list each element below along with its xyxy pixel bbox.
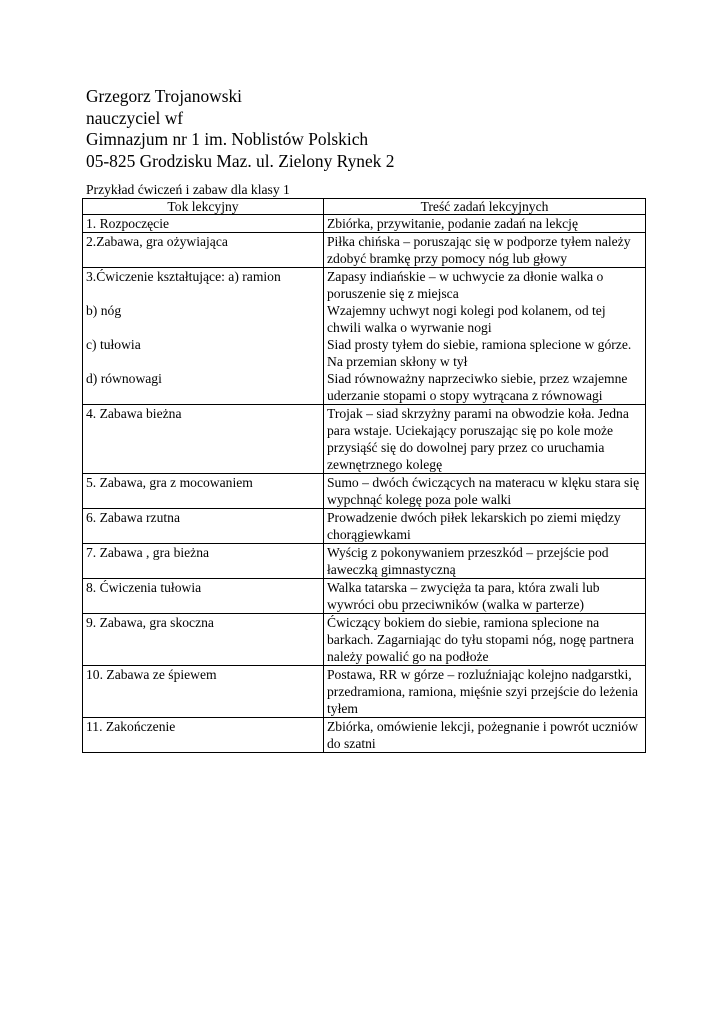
stage-cell: 5. Zabawa, gra z mocowaniem <box>83 474 324 509</box>
content-cell: Wyścig z pokonywaniem przeszkód – przejście pod ławeczką gimnastyczną <box>324 544 646 579</box>
table-row <box>83 474 646 509</box>
content-cell: Trojak – siad skrzyżny parami na obwodzie koła. Jedna para wstaje. Uciekający poruszając się po kole może przysiąść się do dowolnej pary przez co uruchamia zewnętrznego kolegę <box>324 405 646 474</box>
content-cell: Zbiórka, przywitanie, podanie zadań na lekcję <box>324 215 646 233</box>
content-cell <box>324 268 646 405</box>
stage-cell: 11. Zakończenie <box>83 718 324 753</box>
stage-sub-label: d) równowagi <box>86 371 162 386</box>
content-cell: Prowadzenie dwóch piłek lekarskich po ziemi między chorągiewkami <box>324 509 646 544</box>
table-row <box>83 268 646 405</box>
stage-cell: 7. Zabawa , gra bieżna <box>83 544 324 579</box>
author-role: nauczyciel wf <box>86 107 184 128</box>
content-sub-text: Zapasy indiańskie – w uchwycie za dłonie walka o poruszenie się z miejsca <box>327 269 604 301</box>
school-name: Gimnazjum nr 1 im. Noblistów Polskich <box>86 129 369 149</box>
content-sub-text: Siad równoważny naprzeciwko siebie, przez wzajemne uderzanie stopami o stopy wytrącana z równowagi <box>327 371 628 403</box>
table-row <box>83 544 646 579</box>
lesson-plan-table <box>82 198 646 753</box>
stage-cell <box>83 268 324 405</box>
school-address: 05-825 Grodzisku Maz. ul. Zielony Rynek 2 <box>86 150 395 171</box>
stage-cell: 6. Zabawa rzutna <box>83 509 324 544</box>
content-cell: Zbiórka, omówienie lekcji, pożegnanie i powrót uczniów do szatni <box>324 718 646 753</box>
stage-cell: 1. Rozpoczęcie <box>83 215 324 233</box>
table-row <box>83 509 646 544</box>
table-row <box>83 233 646 268</box>
stage-sub-label: 3.Ćwiczenie kształtujące: a) ramion <box>86 269 281 284</box>
stage-sub-label: c) tułowia <box>86 337 141 352</box>
stage-sub-label: b) nóg <box>86 303 122 318</box>
table-caption: Przykład ćwiczeń i zabaw dla klasy 1 <box>86 182 290 197</box>
table-row <box>83 666 646 718</box>
content-sub-text: Wzajemny uchwyt nogi kolegi pod kolanem, od tej chwili walka o wyrwanie nogi <box>327 303 606 335</box>
column-header-content: Treść zadań lekcyjnych <box>324 199 646 215</box>
table-row <box>83 579 646 614</box>
author-header <box>86 86 394 172</box>
author-name: Grzegorz Trojanowski <box>86 86 243 106</box>
stage-cell: 2.Zabawa, gra ożywiająca <box>83 233 324 268</box>
content-cell: Ćwiczący bokiem do siebie, ramiona splecione na barkach. Zagarniając do tyłu stopami nóg, nogę partnera należy powalić go na podłoże <box>324 614 646 666</box>
table-row <box>83 215 646 233</box>
content-cell: Sumo – dwóch ćwiczących na materacu w klęku stara się wypchnąć kolegę poza pole walki <box>324 474 646 509</box>
table-header-row <box>83 199 646 215</box>
stage-cell: 9. Zabawa, gra skoczna <box>83 614 324 666</box>
stage-cell: 8. Ćwiczenia tułowia <box>83 579 324 614</box>
stage-cell: 4. Zabawa bieżna <box>83 405 324 474</box>
column-header-stage: Tok lekcyjny <box>83 199 324 215</box>
content-cell: Piłka chińska – poruszając się w podporze tyłem należy zdobyć bramkę przy pomocy nóg lub głowy <box>324 233 646 268</box>
content-cell: Postawa, RR w górze – rozluźniając kolejno nadgarstki, przedramiona, ramiona, mięśnie szyi przejście do leżenia tyłem <box>324 666 646 718</box>
table-row <box>83 405 646 474</box>
table-row <box>83 718 646 753</box>
table-row <box>83 614 646 666</box>
content-cell: Walka tatarska – zwycięża ta para, która zwali lub wywróci obu przeciwników (walka w parterze) <box>324 579 646 614</box>
stage-cell: 10. Zabawa ze śpiewem <box>83 666 324 718</box>
content-sub-text: Siad prosty tyłem do siebie, ramiona splecione w górze. Na przemian skłony w tył <box>327 337 632 369</box>
